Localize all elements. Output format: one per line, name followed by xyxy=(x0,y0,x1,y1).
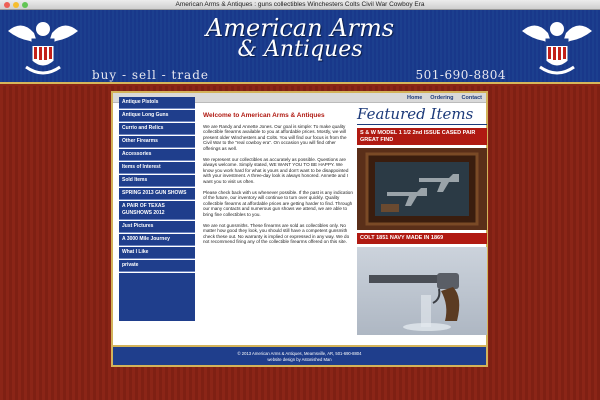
nav-contact[interactable]: Contact xyxy=(461,95,482,101)
sidebar-item-sold-items[interactable]: Sold Items xyxy=(119,175,195,187)
footer-credit[interactable]: website design by Astonished Man xyxy=(267,356,332,362)
cased-pistols-photo[interactable] xyxy=(357,148,487,230)
sidebar-item-antique-pistols[interactable]: Antique Pistols xyxy=(119,97,195,109)
sidebar-item-what-i-like[interactable]: What I Like xyxy=(119,247,195,259)
sidebar-item-private[interactable]: private xyxy=(119,260,195,272)
sidebar-item-other-firearms[interactable]: Other Firearms xyxy=(119,136,195,148)
zoom-window-button[interactable] xyxy=(22,2,28,8)
window-controls xyxy=(4,2,28,8)
disclaimer-paragraph: We are not gunsmiths. These firearms are sold as collectibles only. No matter how good they look, you should still have a competent gunsmith check these out. No warranty is implied or expressed in any way. We do not recommend firing any of the collectible firearms offered on this site. xyxy=(203,222,350,245)
window-title: American Arms & Antiques : guns collectibles Winchesters Colts Civil War Cowboy Era xyxy=(175,1,425,8)
nav-ordering[interactable]: Ordering xyxy=(430,95,454,101)
brand-line1: American Arms xyxy=(205,14,395,42)
sidebar-item-items-of-interest[interactable]: Items of Interest xyxy=(119,162,195,174)
nav-home[interactable]: Home xyxy=(407,95,423,101)
featured-items xyxy=(357,105,487,335)
sidebar-item-antique-long-guns[interactable]: Antique Long Guns xyxy=(119,110,195,122)
sidebar-nav xyxy=(119,97,195,321)
sidebar-item-texas-gunshows[interactable]: A PAIR OF TEXAS GUNSHOWS 2012 xyxy=(119,201,195,220)
page-title: Welcome to American Arms & Antiques xyxy=(203,112,325,119)
featured-title: Featured Items xyxy=(357,105,487,125)
tagline: buy - sell - trade xyxy=(92,68,209,82)
cased-pistols-image xyxy=(357,148,487,230)
eagle-crest-icon xyxy=(518,11,596,83)
top-nav xyxy=(407,95,482,101)
close-window-button[interactable] xyxy=(4,2,10,8)
accuracy-paragraph: We represent our collectibles as accurately as possible. Questions are always welcome. Simply stated, WE WANT YOU TO BE HAPPY. We know you work hard for what is yours and don't want to be disappointed with your investment. A three-day look is always honored. Annette and I want you to visit us often. xyxy=(203,156,349,184)
sidebar-item-spring-gun-shows[interactable]: SPRING 2013 GUN SHOWS xyxy=(119,188,195,200)
phone-number: 501-690-8804 xyxy=(415,68,506,82)
brand-line2: & Antiques xyxy=(237,37,363,62)
inventory-paragraph: Please check back with us whenever possible. If the past is any indication of the future, our inventory will continue to turn over quickly. Quality collectible firearms at affordable prices are getting harder to find. Through our many contacts and numerous gun shows we attend, we are able to bring fine collectibles to you. xyxy=(203,189,353,217)
main-content xyxy=(203,113,353,250)
sidebar-item-just-pictures[interactable]: Just Pictures xyxy=(119,221,195,233)
featured-item-caption[interactable]: COLT 1851 NAVY MADE IN 1869 xyxy=(357,233,487,244)
intro-paragraph: We are Randy and Annette Jones. Our goal is simple: To make quality collectible firearms available to you at affordable prices. Mostly, we will present older Winchesters and Colts. You will find our focus is from the Civil War to the "real cowboy era". On occasion you will find other offerings as well. xyxy=(203,123,347,151)
minimize-window-button[interactable] xyxy=(13,2,19,8)
revolver-image xyxy=(357,247,487,335)
sidebar-item-currio-and-relics[interactable]: Currio and Relics xyxy=(119,123,195,135)
content-frame xyxy=(111,91,488,367)
featured-item-caption[interactable]: S & W MODEL 1 1/2 2nd ISSUE CASED PAIR GREAT FIND xyxy=(357,128,487,145)
site-footer xyxy=(113,345,486,365)
colt-navy-photo[interactable] xyxy=(357,247,487,335)
sidebar-item-3000-mile-journey[interactable]: A 3000 Mile Journey xyxy=(119,234,195,246)
sidebar-item-accessories[interactable]: Accessories xyxy=(119,149,195,161)
sidebar-fill xyxy=(119,273,195,321)
footer-copyright: © 2013 American Arms & Antiques, Mearnsville, AR, 501-690-8804 xyxy=(237,351,362,356)
window-titlebar xyxy=(0,0,600,10)
site-header xyxy=(0,10,600,84)
